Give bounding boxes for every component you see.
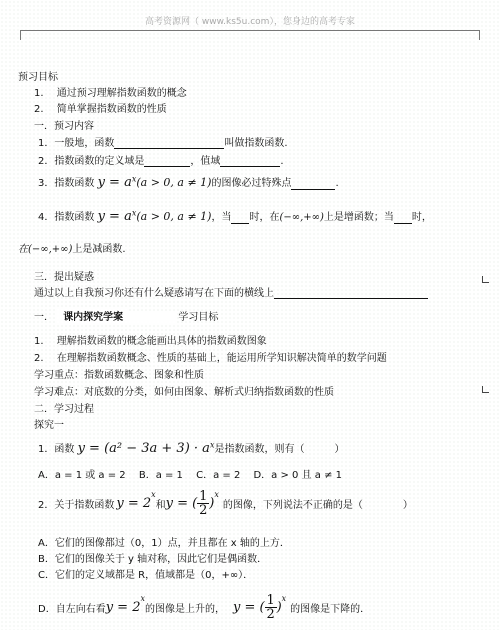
header-corner-left	[10, 30, 21, 40]
ex2-f2: y = (	[165, 496, 198, 511]
q4-blank-2	[394, 212, 412, 224]
ex2-option-c: C．它们的定义域都是 R，值域都是（0，+∞）．	[38, 570, 254, 581]
q1-suffix: 叫做指数函数.	[224, 138, 288, 149]
exercise-2	[38, 490, 413, 517]
ex2d-f1exp: x	[140, 594, 145, 603]
ex2-num: 1	[199, 489, 208, 504]
page-header-text: 高考资源网（ www.ks5u.com），您身边的高考专家	[145, 17, 355, 27]
q2-blank-1	[144, 155, 190, 167]
doubts-blank	[274, 287, 428, 299]
ex2d-mid: 的图像是上升的，	[145, 604, 225, 615]
q4-mid1: ，当	[211, 212, 232, 223]
preview-q4-continued	[18, 240, 126, 255]
preview-title: 预习目标	[18, 72, 58, 83]
preview-goal-2: 2. 简单掌握指数函数的性质	[34, 104, 167, 115]
doubts-text-label: 通过以上自我预习你还有什么疑惑请写在下面的横线上	[34, 288, 274, 299]
ex1-exp: x	[209, 440, 215, 450]
header-corner-right	[479, 30, 490, 40]
ex2d-f2: y = (	[233, 600, 265, 615]
ex2-option-b: B．它们的图像关于 y 轴对称，因此它们是偶函数．	[38, 554, 268, 565]
q3-blank	[291, 178, 335, 190]
inclass-difficulty: 学习难点：对底数的分类，如何由图象、解析式归纳指数函数的性质	[34, 387, 334, 398]
doubts-title: 三．提出疑惑	[34, 272, 94, 283]
q4-mid3: 上是增函数；当	[323, 212, 394, 223]
ex2-suffix: 的图像，下列说法不正确的是（ ）	[222, 500, 413, 511]
ex2-option-a: A．它们的图像都过（0，1）点，并且都在 x 轴的上方．	[38, 538, 290, 549]
margin-mark	[482, 386, 489, 393]
q3-suffix: 的图像必过特殊点	[211, 178, 292, 189]
ex2d-suffix: 的图像是下降的．	[290, 604, 371, 615]
inclass-dash: 一．	[34, 312, 54, 323]
ex2d-num: 1	[266, 593, 275, 608]
q4-prefix: 4．指数函数	[38, 212, 95, 223]
q4-func: y = a	[97, 209, 132, 224]
q4-cont-text: 上是减函数.	[72, 244, 126, 255]
ex2-f1: y = 2	[116, 496, 152, 511]
exercise-1	[38, 440, 344, 456]
preview-q4	[38, 208, 432, 224]
ex2-option-d	[38, 594, 370, 621]
ex1-options: A．a = 1 或 a = 2 B．a = 1 C．a = 2 D．a > 0 且 a ≠ 1	[38, 470, 342, 481]
inclass-goal-1: 1. 理解指数函数的概念能画出具体的指数函数图象	[34, 336, 267, 347]
q3-end: .	[335, 178, 339, 189]
ex2-f2exp: x	[214, 490, 219, 499]
header-rule	[20, 30, 480, 31]
q3-func: y = a	[97, 175, 132, 190]
margin-mark	[482, 276, 489, 283]
q4-cond: (a > 0, a ≠ 1)	[136, 210, 212, 223]
inclass-tag: 课内探究学案	[57, 308, 129, 323]
ex1-func: y = (a² − 3a + 3) · a	[77, 441, 210, 456]
ex2-f1exp: x	[151, 490, 156, 499]
ex2d-prefix: D．自左向右看	[38, 604, 106, 615]
ex1-prefix: 1．函数	[38, 444, 75, 455]
ex2d-den: 2	[266, 607, 275, 622]
inclass-heading	[34, 308, 218, 323]
inclass-title-suffix: 学习目标	[178, 312, 219, 323]
inclass-key: 学习重点：指数函数概念、图象和性质	[34, 370, 204, 381]
ex2d-f2close: )	[276, 600, 282, 615]
preview-q3	[38, 174, 339, 190]
preview-content-title: 一．预习内容	[34, 121, 94, 132]
preview-q2	[38, 152, 284, 167]
ex1-suffix: 是指数函数，则有（ ）	[214, 444, 345, 455]
q2-prefix: 2．指数函数的定义域是	[38, 156, 145, 167]
ex2-fraction	[197, 490, 209, 517]
inclass-process: 二．学习过程	[34, 404, 94, 415]
q4-cont-interval: 在(−∞,+∞)	[18, 244, 73, 255]
q1-blank	[114, 137, 224, 149]
q4-mid4: 时，	[411, 212, 432, 223]
q1-prefix: 1．一般地，函数	[38, 138, 115, 149]
q3-prefix: 3．指数函数	[38, 178, 95, 189]
inclass-explore: 探究一	[34, 420, 64, 431]
q4-exp: x	[131, 208, 137, 218]
q2-blank-2	[220, 155, 280, 167]
q2-suffix: .	[280, 156, 284, 167]
q4-blank-1	[231, 212, 249, 224]
preview-q1	[38, 134, 288, 149]
ex2-f2close: )	[209, 496, 215, 511]
ex2-prefix: 2．关于指数函数	[38, 500, 115, 511]
q4-mid2: 时，在	[249, 212, 280, 223]
q4-interval: (−∞,+∞)	[279, 212, 324, 223]
ex2d-f2exp: x	[281, 594, 287, 603]
inclass-goal-2: 2. 在理解指数函数概念、性质的基础上，能运用所学知识解决简单的数学问题	[34, 353, 387, 364]
q2-mid: ，值域	[190, 156, 221, 167]
preview-goal-1: 1. 通过预习理解指数函数的概念	[34, 88, 187, 99]
q3-exp: x	[131, 174, 137, 184]
q3-cond: (a > 0, a ≠ 1)	[136, 176, 212, 189]
ex2d-fraction	[265, 594, 277, 621]
ex2-and: 和	[155, 500, 166, 511]
doubts-text	[34, 284, 428, 299]
ex2d-f1: y = 2	[105, 600, 141, 615]
ex2-den: 2	[199, 503, 208, 518]
